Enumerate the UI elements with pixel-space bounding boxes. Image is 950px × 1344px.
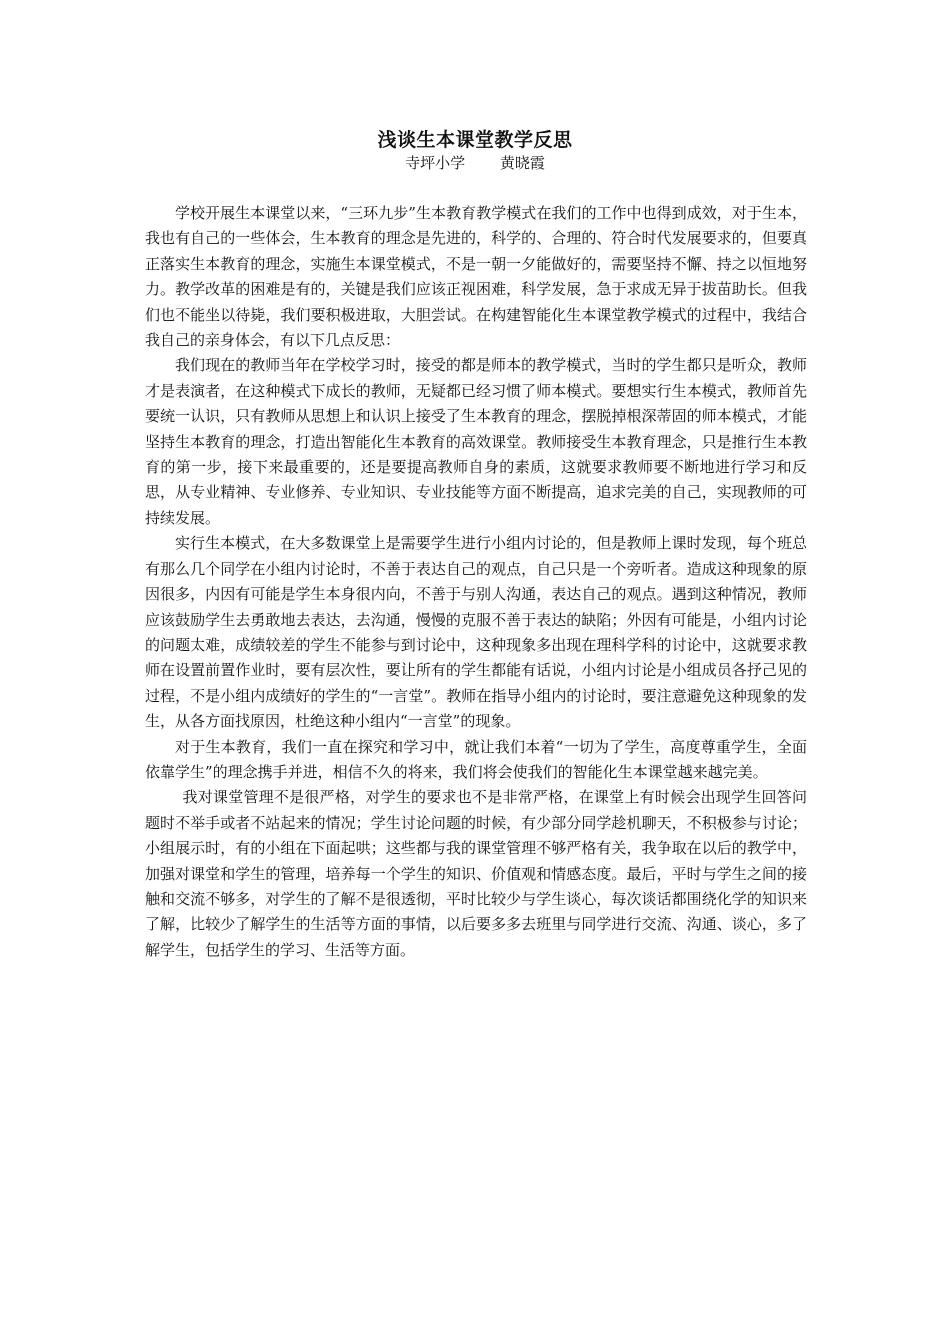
author-name: 黄晓霞: [499, 154, 545, 172]
paragraph-group-discussion: 实行生本模式，在大多数课堂上是需要学生进行小组内讨论的，但是教师上课时发现，每个班总有那么几个同学在小组内讨论时，不善于表达自己的观点，自己只是一个旁听者。造成这种现象的原因很多，内因有可能是学生本身很内向，不善于与别人沟通，表达自己的观点。遇到这种情况，教师应该鼓励学生去勇敢地去表达，去沟通，慢慢的克服不善于表达的缺陷；外因有可能是，小组内讨论的问题太难，成绩较差的学生不能参与到讨论中，这种现象多出现在理科学科的讨论中，这就要求教师在设置前置作业时，要有层次性，要让所有的学生都能有话说，小组内讨论是小组成员各抒己见的过程，不是小组内成绩好的学生的“一言堂”。教师在指导小组内的讨论时，要注意避免这种现象的发生，从各方面找原因，杜绝这种小组内“一言堂”的现象。: [145, 534, 807, 731]
paragraph-conclusion: 对于生本教育，我们一直在探究和学习中，就让我们本着“一切为了学生，高度尊重学生，全面依靠学生”的理念携手并进，相信不久的将来，我们将会使我们的智能化生本课堂越来越完美。: [145, 737, 807, 781]
paragraph-classroom-management: 我对课堂管理不是很严格，对学生的要求也不是非常严格，在课堂上有时候会出现学生回答问题时不举手或者不站起来的情况；学生讨论问题的时候，有少部分同学趁机聊天，不积极参与讨论；小组展示时，有的小组在下面起哄；这些都与我的课堂管理不够严格有关，我争取在以后的教学中，加强对课堂和学生的管理，培养每一个学生的知识、价值观和情感态度。最后，平时与学生之间的接触和交流不够多，对学生的了解不是很透彻，平时比较少与学生谈心，每次谈话都围绕化学的知识来了解，比较少了解学生的生活等方面的事情，以后要多多去班里与同学进行交流、沟通、谈心，多了解学生，包括学生的学习、生活等方面。: [145, 788, 807, 959]
article-body: [145, 201, 807, 963]
school-name: 寺坪小学: [405, 154, 466, 172]
byline: [0, 153, 950, 173]
paragraph-intro: 学校开展生本课堂以来，“三环九步”生本教育教学模式在我们的工作中也得到成效，对于生本，我也有自己的一些体会，生本教育的理念是先进的，科学的、合理的、符合时代发展要求的，但要真正落实生本教育的理念，实施生本课堂模式，不是一朝一夕能做好的，需要坚持不懈、持之以恒地努力。教学改革的困难是有的，关键是我们应该正视困难，科学发展，急于求成无异于拔苗助长。但我们也不能坐以待毙，我们要积极进取，大胆尝试。在构建智能化生本课堂教学模式的过程中，我结合我自己的亲身体会，有以下几点反思：: [145, 204, 807, 350]
paragraph-teacher-mindset: 我们现在的教师当年在学校学习时，接受的都是师本的教学模式，当时的学生都只是听众，教师才是表演者，在这种模式下成长的教师，无疑都已经习惯了师本模式。要想实行生本模式，教师首先要统一认识，只有教师从思想上和认识上接受了生本教育的理念，摆脱掉根深蒂固的师本模式，才能坚持生本教育的理念，打造出智能化生本教育的高效课堂。教师接受生本教育理念，只是推行生本教育的第一步，接下来最重要的，还是要提高教师自身的素质，这就要求教师要不断地进行学习和反思，从专业精神、专业修养、专业知识、专业技能等方面不断提高，追求完美的自己，实现教师的可持续发展。: [145, 356, 807, 527]
page-title: 浅谈生本课堂教学反思: [377, 129, 573, 151]
